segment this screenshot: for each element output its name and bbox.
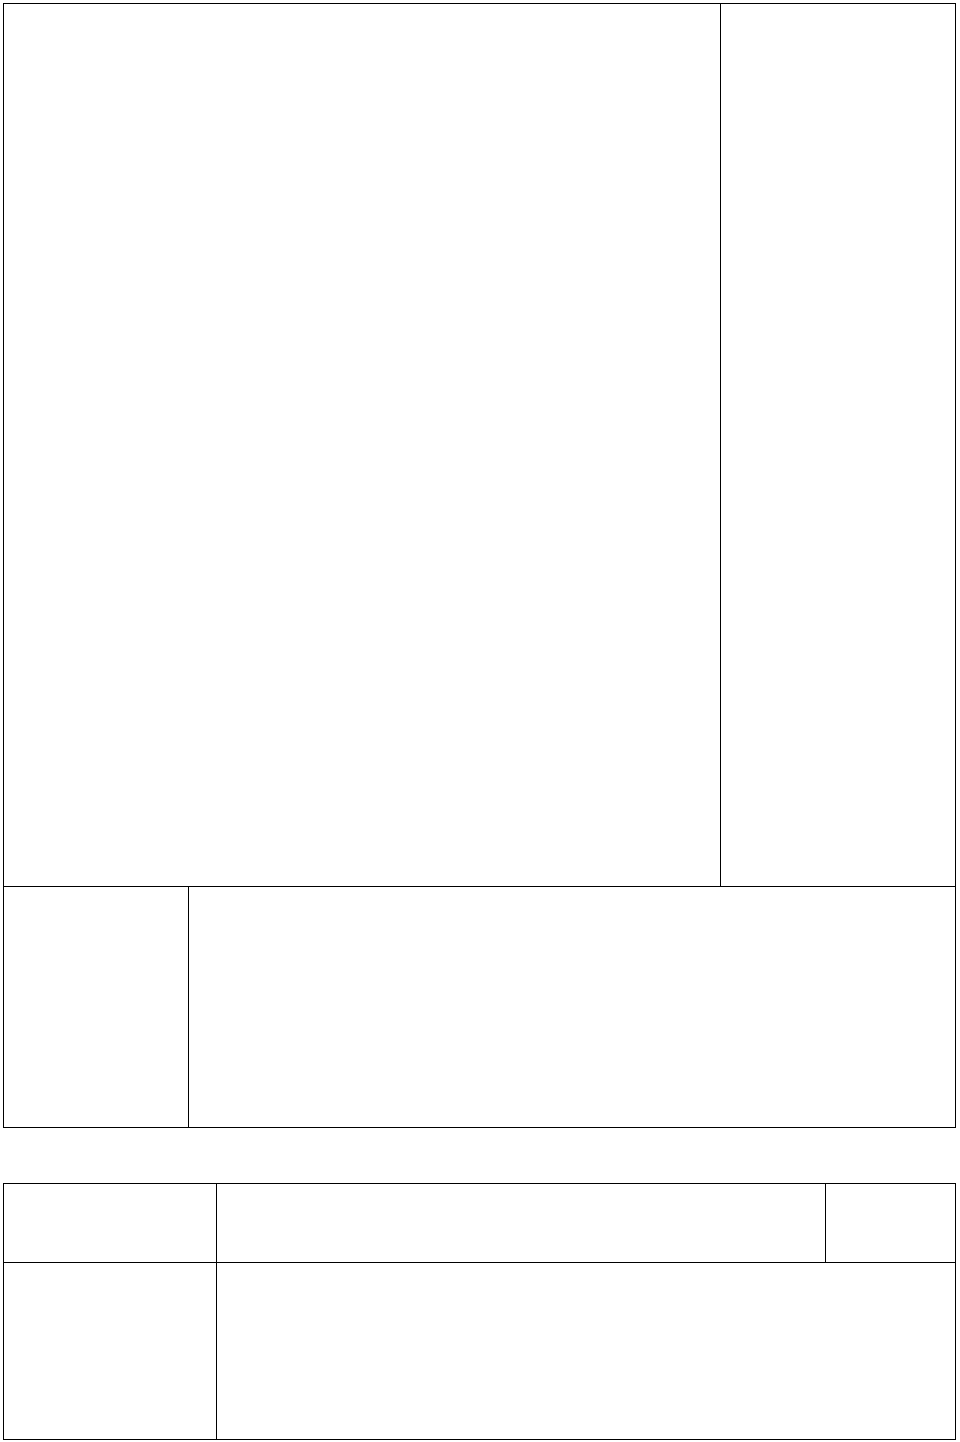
table1-top-border <box>3 3 956 4</box>
table1-left-border <box>3 3 4 1128</box>
table1-inner-vertical-border <box>720 3 721 886</box>
table2-label-divider <box>216 1183 217 1440</box>
table2-left-border <box>3 1183 4 1440</box>
table2-orakeret-divider <box>825 1183 826 1262</box>
table2-bottom-border <box>3 1439 956 1440</box>
table2-top-border <box>3 1183 956 1184</box>
table2-right-border <box>955 1183 956 1440</box>
table1-label-divider <box>188 886 189 1128</box>
table2-row-divider <box>3 1262 956 1263</box>
table1-right-border <box>955 3 956 1128</box>
table1-row-divider <box>3 886 956 887</box>
table1-bottom-border <box>3 1127 956 1128</box>
